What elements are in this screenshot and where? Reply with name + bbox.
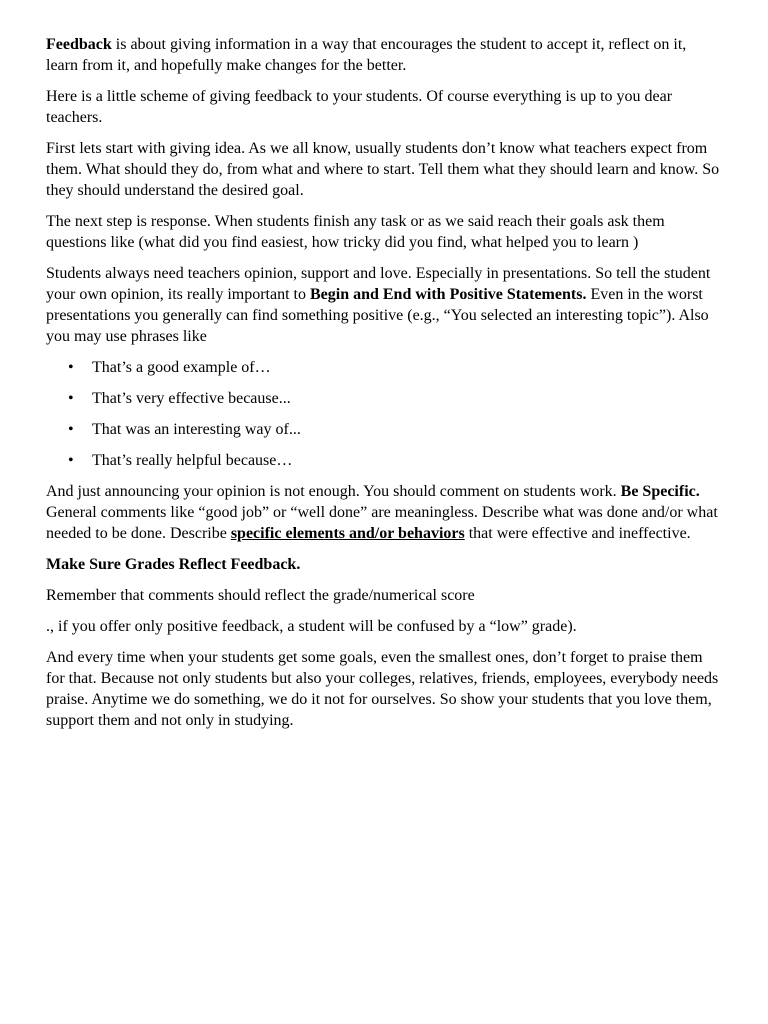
list-item [46,419,722,440]
low-grade-paragraph: ., if you offer only positive feedback, a student will be confused by a “low” grade). [46,618,577,635]
document-page [46,34,722,741]
bullet-icon: • [68,390,74,407]
list-item-text: That’s a good example of… [92,359,271,376]
list-item [46,450,722,471]
scheme-paragraph: Here is a little scheme of giving feedback to your students. Of course everything is up to you dear teachers. [46,88,673,126]
specific-text-start: And just announcing your opinion is not enough. You should comment on students work. [46,483,621,500]
grades-heading-text: Make Sure Grades Reflect Feedback. [46,556,301,573]
list-item-text: That’s very effective because... [92,390,291,407]
giving-idea-paragraph: First lets start with giving idea. As we all know, usually students don’t know what teachers expect from them. What should they do, from what and where to start. Tell them what they should learn and know. So they should understand the desired goal. [46,140,720,199]
be-specific-term: Be Specific. [620,483,700,500]
praise-paragraph: And every time when your students get some goals, even the smallest ones, don’t forget to praise them for that. Because not only students but also your colleges, relatives, friends, employees, everybody needs praise. Anytime we do something, we do it not for ourselves. So show your students that you love them, support them and not only in studying. [46,649,719,729]
response-paragraph: The next step is response. When students finish any task or as we said reach their goals ask them questions like (what did you find easiest, how tricky did you find, what helped you to learn ) [46,213,665,251]
bullet-icon: • [68,452,74,469]
intro-paragraph [46,34,722,76]
specific-text-middle: General comments like “good job” or “well done” are meaningless. Describe what was done and/or what needed to be done. Describe [46,504,718,542]
intro-paragraph-text: is about giving information in a way that encourages the student to accept it, reflect on it, learn from it, and hopefully make changes for the better. [46,36,687,74]
bullet-icon: • [68,421,74,438]
list-item [46,357,722,378]
phrase-list [46,357,722,471]
list-item-text: That’s really helpful because… [92,452,293,469]
positive-statements-term: Begin and End with Positive Statements. [309,286,587,303]
bullet-icon: • [68,359,74,376]
grades-heading [46,554,722,575]
feedback-term: Feedback [46,36,112,53]
specific-elements-term: specific elements and/or behaviors [230,525,465,542]
grade-comment-paragraph: Remember that comments should reflect the grade/numerical score [46,587,475,604]
opinion-text-end: Even in the worst presentations you generally can find something positive (e.g., “You selected an interesting topic”). Also you may use phrases like [46,286,709,345]
opinion-text-start: Students always need teachers opinion, support and love. Especially in presentations. So tell the student your own opinion, its really important to [46,265,711,303]
specific-text-end: that were effective and ineffective. [464,525,691,542]
opinion-paragraph [46,263,722,347]
list-item [46,388,722,409]
specific-paragraph [46,481,722,544]
list-item-text: That was an interesting way of... [92,421,301,438]
